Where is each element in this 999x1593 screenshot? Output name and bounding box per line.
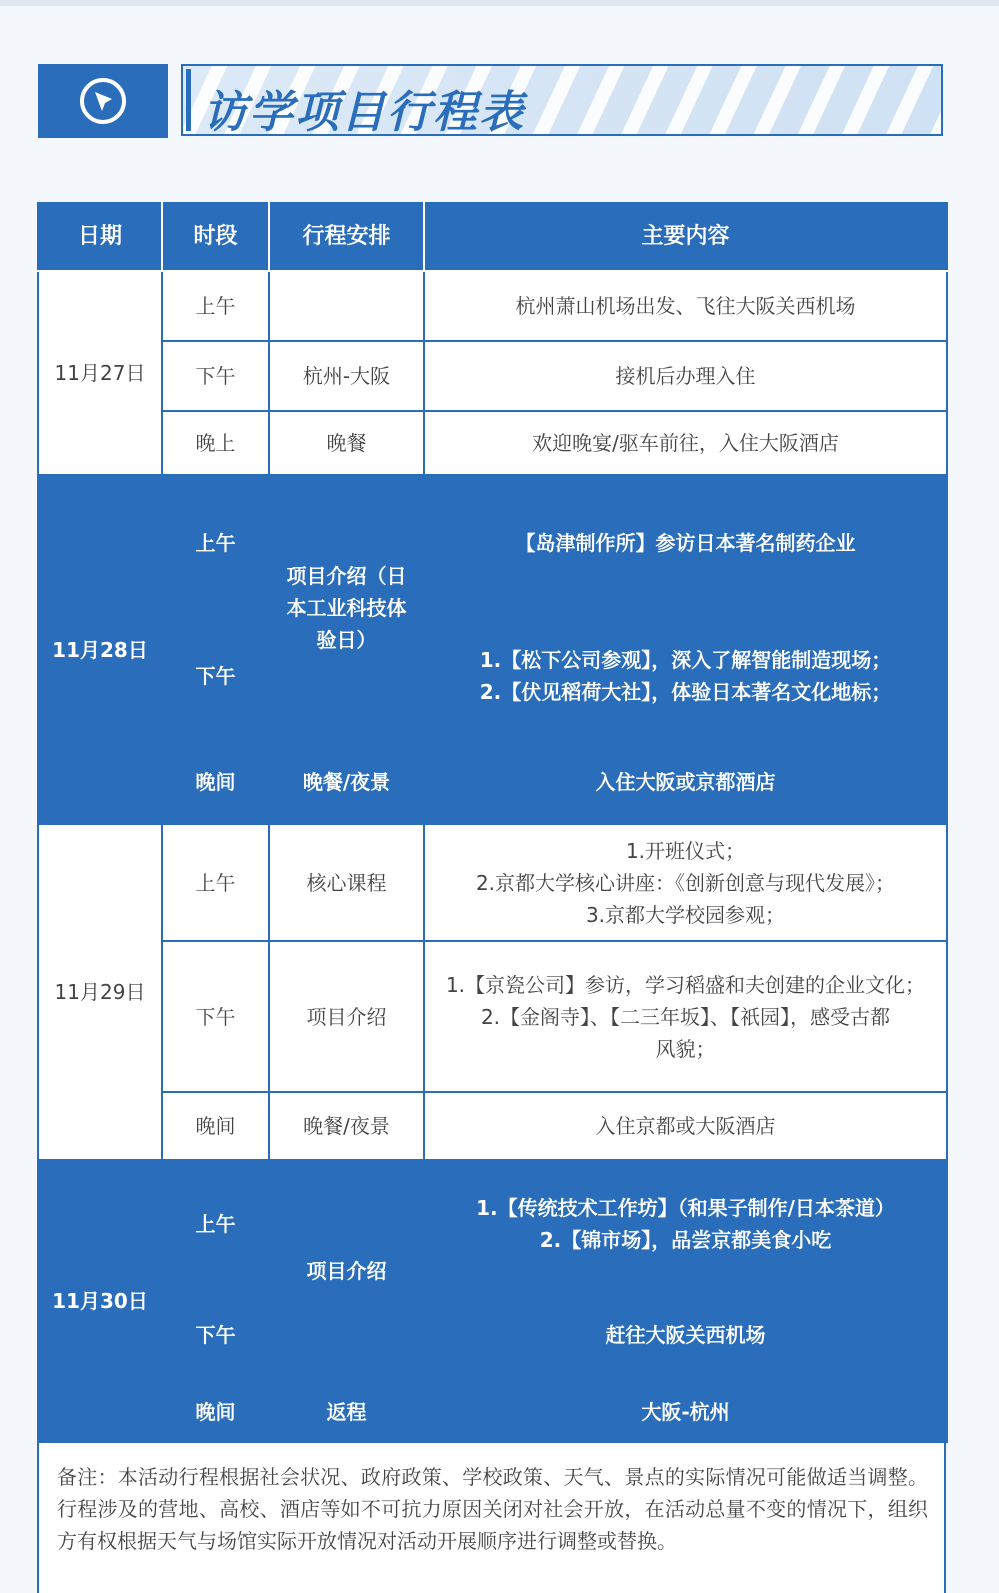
content-cell xyxy=(424,824,947,941)
table-row xyxy=(38,611,947,740)
time-cell: 上午 xyxy=(162,271,269,341)
table-row xyxy=(38,475,947,611)
content-line: 2.【伏见稻荷大社】，体验日本著名文化地标； xyxy=(479,679,892,704)
time-cell: 上午 xyxy=(162,1160,269,1287)
content-cell: 赶往大阪关西机场 xyxy=(424,1287,947,1382)
content-line: 风貌； xyxy=(655,1036,716,1061)
plan-cell: 杭州-大阪 xyxy=(269,341,424,411)
content-line: 2.【金阁寺】、【二三年坂】、【祇园】，感受古都 xyxy=(480,1004,891,1029)
plan-cell: 项目介绍 xyxy=(269,1160,424,1382)
table-row xyxy=(38,271,947,341)
plan-cell: 晚餐/夜景 xyxy=(269,740,424,824)
table-row xyxy=(38,1382,947,1442)
time-cell: 下午 xyxy=(162,341,269,411)
time-cell: 晚间 xyxy=(162,1382,269,1442)
plan-cell: 晚餐/夜景 xyxy=(269,1092,424,1160)
content-line: 1.开班仪式； xyxy=(625,838,746,863)
table-row xyxy=(38,1160,947,1287)
table-row xyxy=(38,411,947,475)
content-cell: 入住京都或大阪酒店 xyxy=(424,1092,947,1160)
plan-line: 项目介绍（日 xyxy=(286,563,407,588)
time-cell: 下午 xyxy=(162,941,269,1092)
content-cell: 【岛津制作所】参访日本著名制药企业 xyxy=(424,475,947,611)
page-title: 访学项目行程表 xyxy=(203,87,525,136)
content-cell xyxy=(424,611,947,740)
table-row xyxy=(38,740,947,824)
plan-line: 验日） xyxy=(316,627,377,652)
table-row xyxy=(38,341,947,411)
plan-cell: 核心课程 xyxy=(269,824,424,941)
content-cell: 大阪-杭州 xyxy=(424,1382,947,1442)
date-cell: 11月30日 xyxy=(38,1160,162,1442)
content-cell: 欢迎晚宴/驱车前往，入住大阪酒店 xyxy=(424,411,947,475)
remarks-note: 备注：本活动行程根据社会状况、政府政策、学校政策、天气、景点的实际情况可能做适当调整。行程涉及的营地、高校、酒店等如不可抗力原因关闭对社会开放，在活动总量不变的情况下，组织方有权根据天气与场馆实际开放情况对活动开展顺序进行调整或替换。 xyxy=(37,1443,946,1593)
time-cell: 下午 xyxy=(162,1287,269,1382)
plan-cell xyxy=(269,271,424,341)
compass-badge xyxy=(38,64,168,138)
content-cell: 接机后办理入住 xyxy=(424,341,947,411)
time-cell: 晚间 xyxy=(162,740,269,824)
plan-line: 本工业科技体 xyxy=(286,595,407,620)
content-line: 1.【京瓷公司】参访，学习稻盛和夫创建的企业文化； xyxy=(445,972,926,997)
title-banner xyxy=(181,64,943,136)
table-row xyxy=(38,941,947,1092)
header-content: 主要内容 xyxy=(424,203,947,271)
plan-cell: 返程 xyxy=(269,1382,424,1442)
content-line: 1.【松下公司参观】，深入了解智能制造现场； xyxy=(479,647,892,672)
content-cell: 入住大阪或京都酒店 xyxy=(424,740,947,824)
date-cell: 11月29日 xyxy=(38,824,162,1160)
content-cell xyxy=(424,941,947,1092)
content-line: 2.【锦市场】，品尝京都美食小吃 xyxy=(539,1227,832,1252)
time-cell: 晚上 xyxy=(162,411,269,475)
time-cell: 晚间 xyxy=(162,1092,269,1160)
table-header-row xyxy=(38,203,947,271)
content-cell xyxy=(424,1160,947,1287)
title-accent-bar xyxy=(186,69,191,131)
content-cell: 杭州萧山机场出发、飞往大阪关西机场 xyxy=(424,271,947,341)
table-row xyxy=(38,1287,947,1382)
plan-cell: 晚餐 xyxy=(269,411,424,475)
header-plan: 行程安排 xyxy=(269,203,424,271)
top-divider xyxy=(0,0,999,6)
plan-cell: 项目介绍 xyxy=(269,941,424,1092)
time-cell: 上午 xyxy=(162,824,269,941)
compass-icon xyxy=(78,76,128,126)
time-cell: 上午 xyxy=(162,475,269,611)
header-time: 时段 xyxy=(162,203,269,271)
date-cell: 11月28日 xyxy=(38,475,162,824)
content-line: 1.【传统技术工作坊】（和果子制作/日本茶道） xyxy=(476,1195,895,1220)
date-cell: 11月27日 xyxy=(38,271,162,475)
content-line: 3.京都大学校园参观； xyxy=(585,902,786,927)
content-line: 2.京都大学核心讲座：《创新创意与现代发展》； xyxy=(475,870,896,895)
plan-cell xyxy=(269,475,424,740)
schedule-table xyxy=(37,202,948,1443)
header-date: 日期 xyxy=(38,203,162,271)
time-cell: 下午 xyxy=(162,611,269,740)
table-row xyxy=(38,824,947,941)
table-row xyxy=(38,1092,947,1160)
